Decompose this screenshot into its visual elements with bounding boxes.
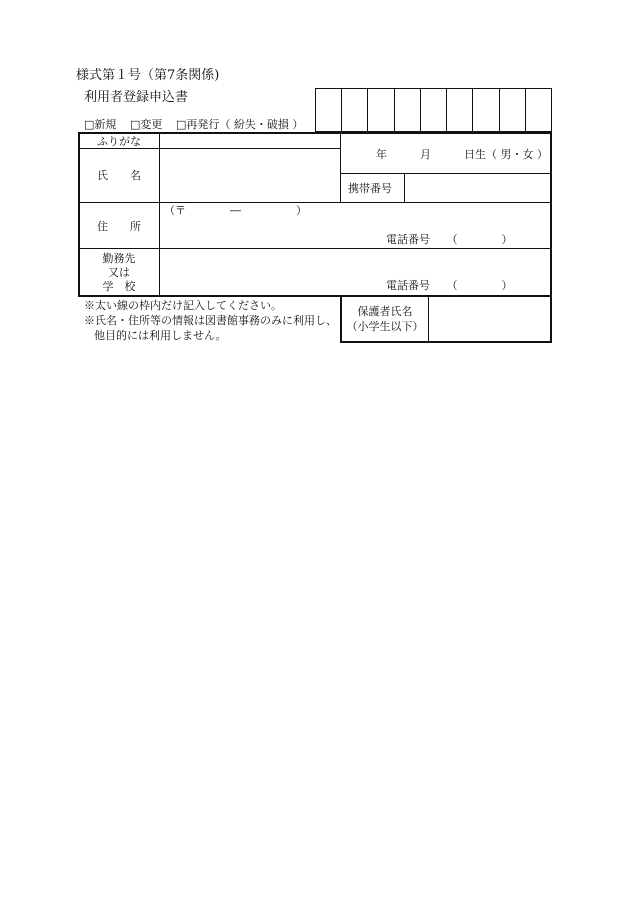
mobile-label: 携帯番号 xyxy=(348,182,392,195)
option-change[interactable]: □変更 xyxy=(130,118,163,131)
furigana-label: ふりがな xyxy=(97,135,141,148)
workplace-label-school: 学 校 xyxy=(102,280,136,293)
address-phone-label[interactable]: 電話番号 （ ） xyxy=(386,233,513,246)
note-line-1: ※太い線の枠内だけ記入してください。 xyxy=(84,299,282,312)
guardian-label-note: （小学生以下） xyxy=(346,320,424,333)
id-number-boxes xyxy=(315,88,552,132)
name-label: 氏 名 xyxy=(97,169,141,182)
guardian-label: 保護者氏名 xyxy=(357,305,413,318)
id-box[interactable] xyxy=(342,89,368,131)
id-box[interactable] xyxy=(395,89,421,131)
workplace-phone-label[interactable]: 電話番号 （ ） xyxy=(386,279,513,292)
workplace-label-or: 又は xyxy=(108,266,130,279)
option-reissue[interactable]: □再発行（ 紛失・破損 ） xyxy=(176,118,304,131)
note-line-2: ※氏名・住所等の情報は図書館事務のみに利用し、 xyxy=(84,314,337,327)
birth-date-line[interactable]: 年 月 日生（ 男・女 ） xyxy=(376,148,548,161)
name-field[interactable] xyxy=(160,149,340,202)
postal-code-field[interactable]: （〒 ― ） xyxy=(164,204,307,217)
mobile-field[interactable] xyxy=(405,174,551,202)
form-title: 利用者登録申込書 xyxy=(84,90,189,105)
id-box[interactable] xyxy=(473,89,499,131)
note-line-3: 他目的には利用しません。 xyxy=(94,329,227,342)
id-box[interactable] xyxy=(526,89,551,131)
id-box[interactable] xyxy=(447,89,473,131)
id-box[interactable] xyxy=(500,89,526,131)
id-box[interactable] xyxy=(421,89,447,131)
workplace-label: 勤務先 xyxy=(102,252,136,265)
id-box[interactable] xyxy=(368,89,394,131)
form-number: 様式第１号（第7条関係) xyxy=(76,68,220,83)
furigana-field[interactable] xyxy=(160,133,340,148)
guardian-name-field[interactable] xyxy=(430,297,550,341)
id-box[interactable] xyxy=(316,89,342,131)
address-label: 住 所 xyxy=(97,220,141,233)
option-new[interactable]: □新規 xyxy=(84,118,117,131)
